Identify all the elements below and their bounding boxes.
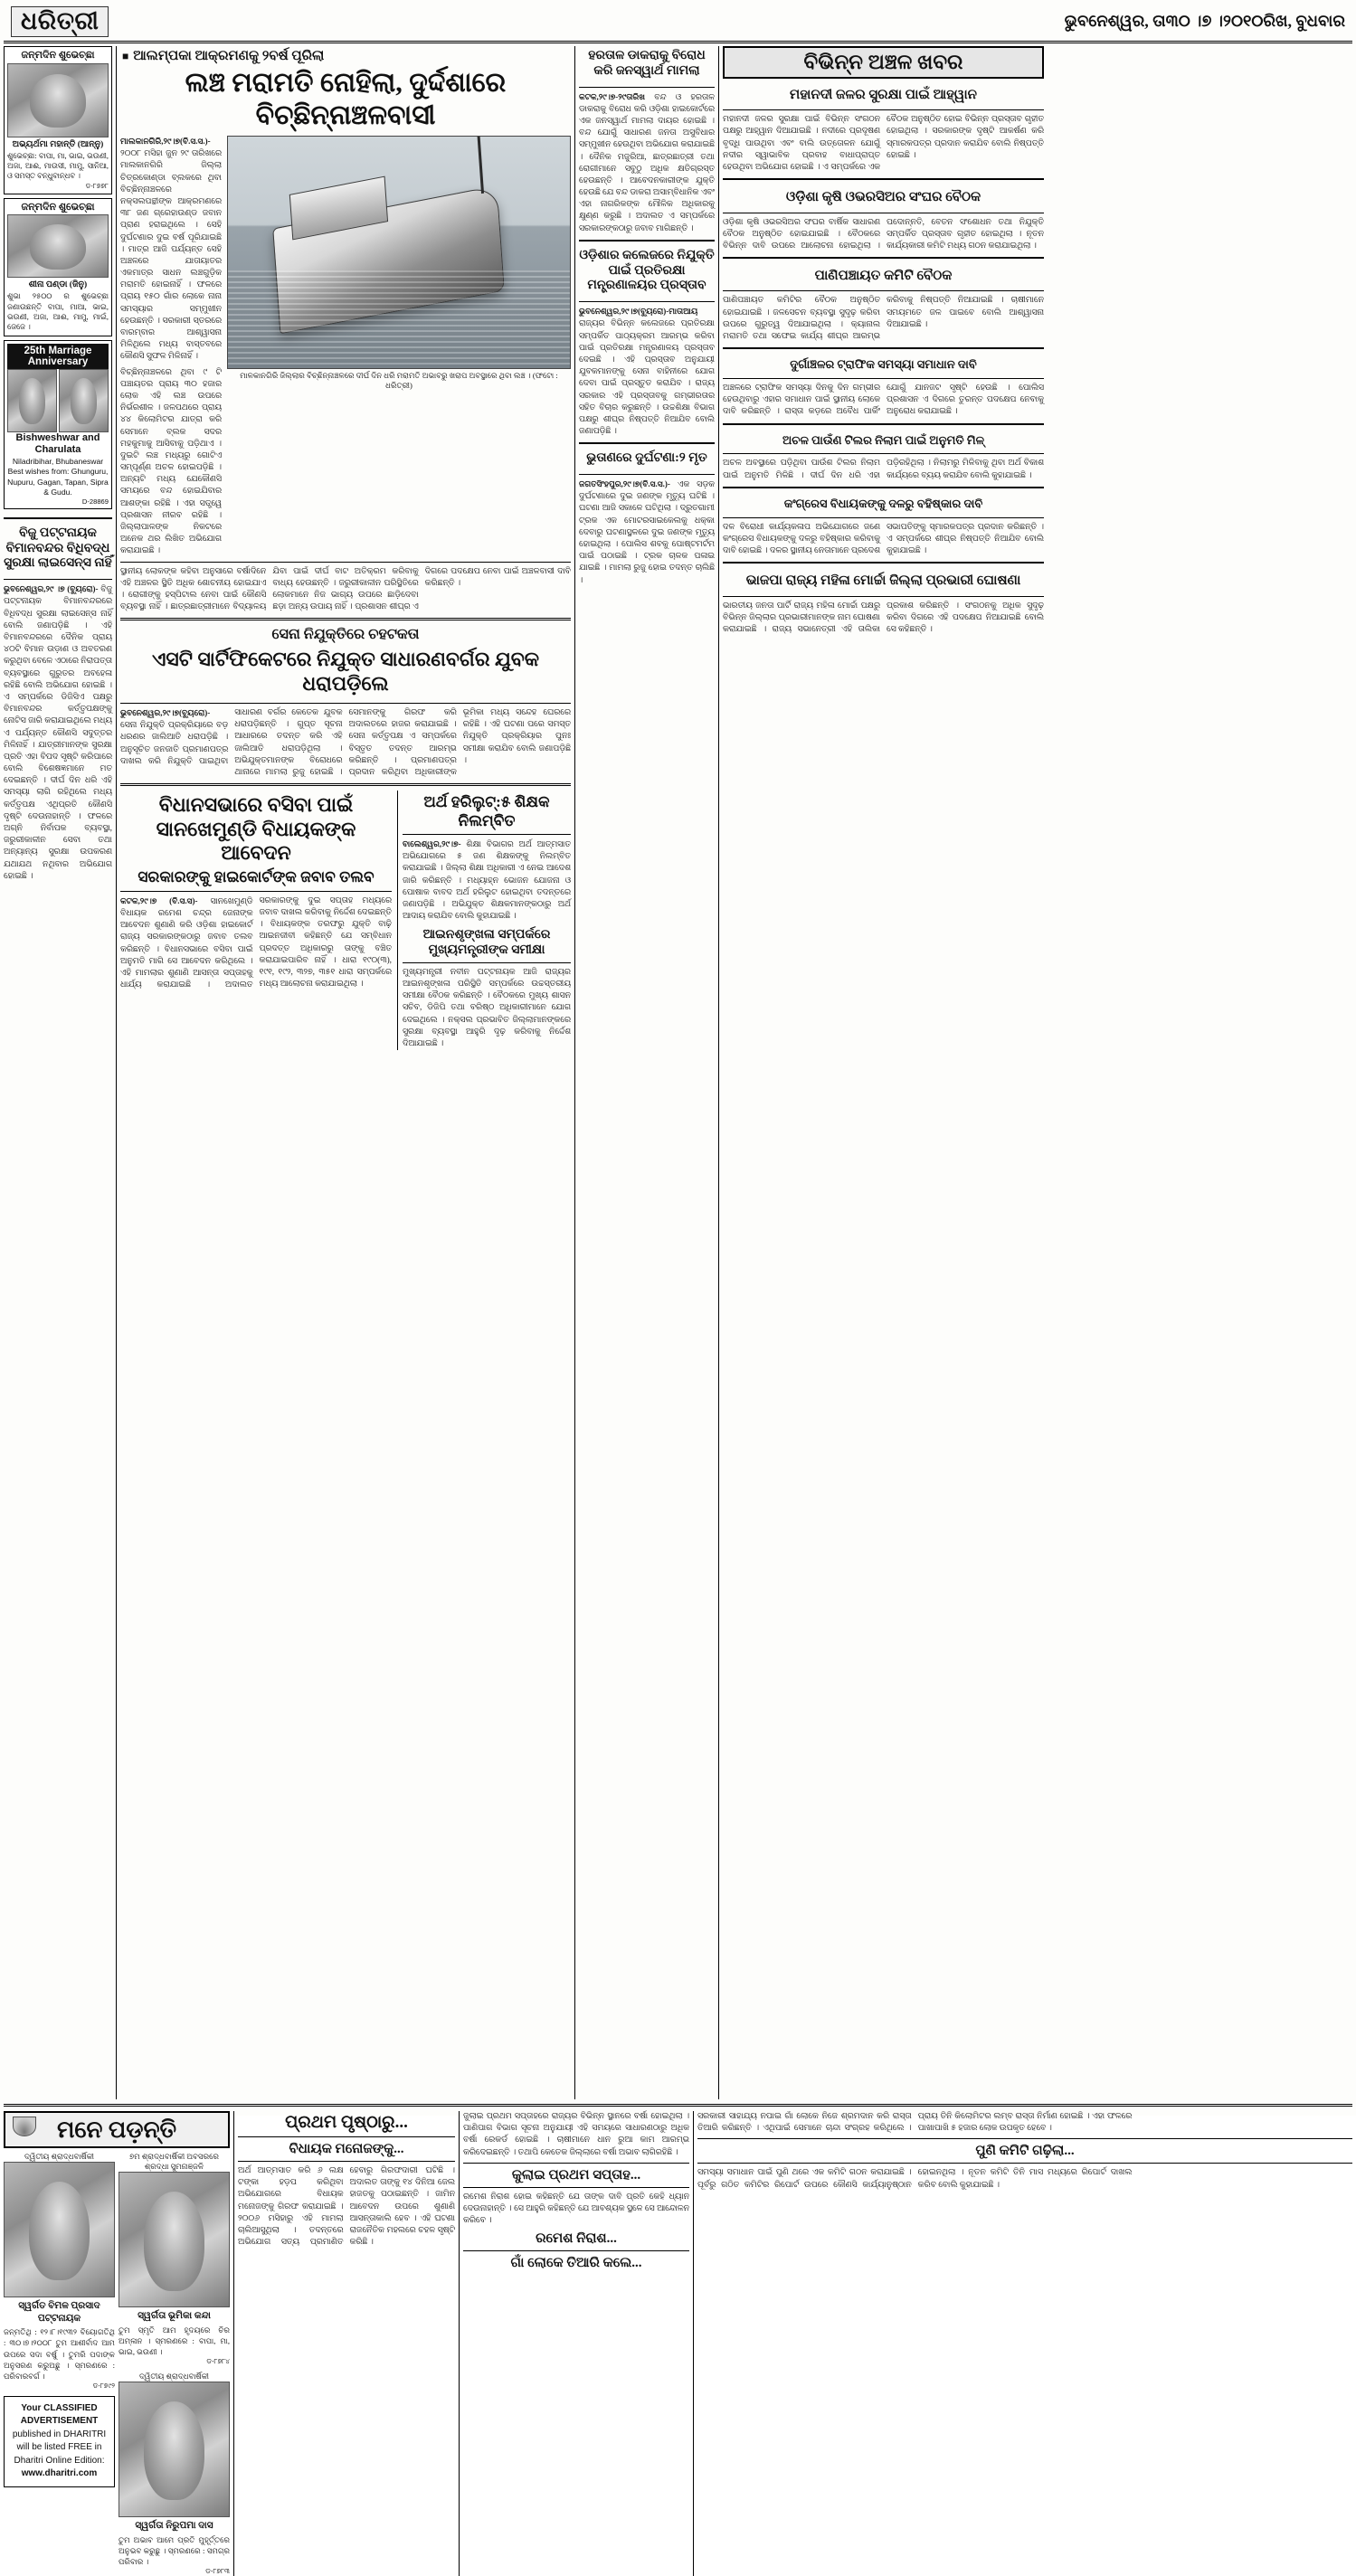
divider	[463, 2187, 689, 2188]
memorial-label-2: ୭ମ ଶ୍ରାଦ୍ଧବାର୍ଷିକୀ ଅବସରରେ ଶ୍ରଦ୍ଧା ସୁମନାଞ୍ଜଳି	[129, 2152, 219, 2172]
congress-text: ଦଳ ବିରୋଧୀ କାର୍ଯ୍ୟକଳାପ ଅଭିଯୋଗରେ ଜଣେ କଂଗ୍ରେସ ବିଧାୟକଙ୍କୁ ଦଳରୁ ବହିଷ୍କାର କରିବାକୁ ଦାବି ହୋଇଛି । ଦଳର ସ୍ଥାନୀୟ ନେତାମାନେ ପ୍ରଦେଶ ସଭାପତିଙ୍କୁ ସ୍ମାରକପତ୍ର ପ୍ରଦାନ କରିଛନ୍ତି । ଏ ସମ୍ପର୍କରେ ଶୀଘ୍ର ନିଷ୍ପତ୍ତି ନିଆଯିବ ବୋଲି କୁହାଯାଇଛି ।	[723, 522, 1044, 556]
divider	[579, 87, 715, 88]
jump-column-3	[697, 2111, 1352, 2576]
divider	[723, 453, 1044, 454]
jump-4-headline: ଗାଁ ଲୋକେ ତିଆରି କଲେ...	[510, 2256, 642, 2271]
divider	[403, 962, 571, 963]
divider	[697, 2138, 1352, 2139]
airport-story-body	[4, 583, 112, 883]
accident-dateline: ଜଗତସିଂହପୁର,୨୯।୭(ବି.ସ.ସ.)-	[579, 479, 670, 489]
defence-headline: ଓଡ଼ିଶାର କଲେଜରେ ନିଯୁକ୍ତି ପାଇଁ ପ୍ରତିରକ୍ଷା ମନ୍ତ୍ରଣାଳୟର ପ୍ରସ୍ତାବ	[579, 248, 715, 293]
memorial-photo-1	[4, 2162, 115, 2297]
lead-photo-wrap	[227, 136, 571, 558]
lead-headline: ଲଞ୍ଚ ମରାମତି ନୋହିଲା, ଦୁର୍ଦ୍ଦଶାରେ ବିଚ୍ଛିନ୍ନାଞ୍ଚଳବାସୀ	[185, 68, 507, 130]
center-column	[120, 46, 571, 2099]
auction-text: ଅଚଳ ଅବସ୍ଥାରେ ପଡ଼ିଥିବା ପାଉଁଶ ଟିଲର ନିଲାମ ପାଇଁ ଅନୁମତି ମିଳିଛି । ଦୀର୍ଘ ଦିନ ଧରି ଏହା ପଡ଼ିରହିଥିଲା । ନିଲାମରୁ ମିଳିବାକୁ ଥିବା ଅର୍ଥ ବିକାଶ କାର୍ଯ୍ୟରେ ବ୍ୟୟ କରାଯିବ ବୋଲି କୁହାଯାଇଛି ।	[723, 459, 1044, 480]
traffic-text: ଅଞ୍ଚଳରେ ଟ୍ରାଫିକ ସମସ୍ୟା ଦିନକୁ ଦିନ ଗମ୍ଭୀର ହେଉଥିବାରୁ ଏହାର ସମାଧାନ ପାଇଁ ସ୍ଥାନୀୟ ଲୋକେ ଦାବି କରିଛନ୍ତି । ରାସ୍ତା କଡ଼ରେ ଅବୈଧ ପାର୍କିଂ ଯୋଗୁଁ ଯାନଜଟ ସୃଷ୍ଟି ହେଉଛି । ପୋଲିସ ପ୍ରଶାସନ ଏ ଦିଗରେ ତୁରନ୍ତ ପଦକ୍ଷେପ ନେବାକୁ ଅନୁରୋଧ କରାଯାଇଛି ।	[723, 384, 1044, 417]
defence-text: ରାଜ୍ୟର ବିଭିନ୍ନ କଲେଜରେ ପ୍ରତିରକ୍ଷା ସମ୍ପର୍କିତ ପାଠ୍ୟକ୍ରମ ଆରମ୍ଭ କରିବା ପାଇଁ ପ୍ରତିରକ୍ଷା ମନ୍ତ୍ରଣାଳୟ ପ୍ରସ୍ତାବ ଦେଇଛି । ଏହି ପ୍ରସ୍ତାବ ଅନୁଯାୟୀ ଯୁବକମାନଙ୍କୁ ସେନା ବାହିନୀରେ ଯୋଗ ଦେବା ପାଇଁ ପ୍ରସ୍ତୁତ କରାଯିବ । ରାଜ୍ୟ ସରକାର ଏହି ପ୍ରସ୍ତାବକୁ ଗମ୍ଭୀରତାର ସହିତ ବିଚାର କରୁଛନ୍ତି । ଉଚ୍ଚଶିକ୍ଷା ବିଭାଗ ପକ୍ଷରୁ ଶୀଘ୍ର ନିଷ୍ପତ୍ତି ନିଆଯିବ ବୋଲି ଜଣାପଡ଼ିଛି ।	[579, 319, 715, 437]
page-grid	[4, 46, 1352, 2099]
divider	[723, 109, 1044, 110]
anniversary-photo-right	[59, 369, 109, 432]
congress-headline: କଂଗ୍ରେସ ବିଧାୟକଙ୍କୁ ଦଳରୁ ବହିଷ୍କାର ଦାବି	[783, 496, 983, 510]
hartal-dateline: କଟକ,୨୯।୭-୨୯ତାରିଖ	[579, 91, 645, 101]
overseer-text: ଓଡ଼ିଶା କୃଷି ଓଭରସିଅର ସଂଘର ବାର୍ଷିକ ସାଧାରଣ ବୈଠକ ଅନୁଷ୍ଠିତ ହୋଇଯାଇଛି । ବୈଠକରେ ବିଭିନ୍ନ ଦାବି ଉପରେ ଆଲୋଚନା ହୋଇଥିଲା । ପଦୋନ୍ନତି, ବେତନ ସଂଶୋଧନ ତଥା ନିଯୁକ୍ତି ସମ୍ପର୍କିତ ପ୍ରସ୍ତାବ ଗୃହୀତ ହୋଇଥିଲା । ନୂତନ କାର୍ଯ୍ୟକାରୀ କମିଟି ମଧ୍ୟ ଗଠନ କରାଯାଇଥିଲା ।	[723, 217, 1044, 251]
divider	[723, 178, 1044, 180]
lead-kicker: ■ ଆଲମ୍ପକା ଆକ୍ରମଣକୁ ୨ବର୍ଷ ପୂରିଲା	[122, 48, 571, 64]
memorial-code-2: ଡ-୮୭୮୪	[206, 2357, 230, 2366]
army-story-body	[120, 707, 571, 779]
airport-story-text: ବିଜୁ ପଟ୍ଟନାୟକ ବିମାନବନ୍ଦରରେ ବିଧିବଦ୍ଧ ସୁରକ୍ଷା ଲାଇସେନ୍ସ ନାହିଁ ବୋଲି ଜଣାପଡ଼ିଛି । ଏହି ବିମାନବନ୍ଦରରେ ଦୈନିକ ପ୍ରାୟ ୪୦ଟି ବିମାନ ଉଡ଼ାଣ ଓ ଅବତରଣ କରୁଥିବା ବେଳେ ଏଠାରେ ନିରାପତ୍ତା ବ୍ୟବସ୍ଥାରେ ଗୁରୁତର ଅବହେଳା ରହିଛି ବୋଲି ଅଭିଯୋଗ ହୋଇଛି । ଏ ସମ୍ପର୍କରେ ଡିଜିସିଏ ପକ୍ଷରୁ ବିମାନବନ୍ଦର କର୍ତ୍ତୃପକ୍ଷଙ୍କୁ ନୋଟିସ ଜାରି କରାଯାଇଥିଲେ ମଧ୍ୟ ଏ ପର୍ଯ୍ୟନ୍ତ କୌଣସି ସଦୁତ୍ତର ମିଳିନାହିଁ । ଯାତ୍ରୀମାନଙ୍କ ସୁରକ୍ଷା ପ୍ରତି ଏହା ବିପଦ ସୃଷ୍ଟି କରିପାରେ ବୋଲି ବିଶେଷଜ୍ଞମାନେ ମତ ଦେଇଛନ୍ତି । ଦୀର୍ଘ ଦିନ ଧରି ଏହି ସମସ୍ୟା ଲାଗି ରହିଥିଲେ ମଧ୍ୟ କର୍ତ୍ତୃପକ୍ଷ ଏଥିପ୍ରତି କୌଣସି ଦୃଷ୍ଟି ଦେଉନାହାନ୍ତି । ଫଳରେ ଅଗ୍ନି ନିର୍ବାପକ ବ୍ୟବସ୍ଥା, ଜରୁରୀକାଳୀନ ସେବା ତଥା ଅନ୍ୟାନ୍ୟ ସୁରକ୍ଷା ଉପକରଣ ଯଥାଯଥ ନଥିବାର ଅଭିଯୋଗ ହୋଇଛି ।	[4, 585, 113, 881]
divider	[723, 562, 1044, 564]
assembly-text: ସାନଖେମୁଣ୍ଡି ବିଧାୟକ ରମେଶ ଚନ୍ଦ୍ର ଜେନାଙ୍କ ଆବେଦନ ଶୁଣାଣି କରି ଓଡ଼ିଶା ହାଇକୋର୍ଟ ରାଜ୍ୟ ସରକାରଙ୍କଠାରୁ ଜବାବ ତଲବ କରିଛନ୍ତି । ବିଧାନସଭାରେ ବସିବା ପାଇଁ ଅନୁମତି ମାଗି ସେ ଆବେଦନ କରିଥିଲେ । ଏହି ମାମଲାର ଶୁଣାଣି ଆସନ୍ତା ସପ୍ତାହକୁ ଧାର୍ଯ୍ୟ କରାଯାଇଛି । ଅଦାଲତ ସରକାରଙ୍କୁ ଦୁଇ ସପ୍ତାହ ମଧ୍ୟରେ ଜବାବ ଦାଖଲ କରିବାକୁ ନିର୍ଦ୍ଦେଶ ଦେଇଛନ୍ତି । ବିଧାୟକଙ୍କ ତରଫରୁ ଯୁକ୍ତି ବାଢ଼ି ଆଇନଜୀବୀ କହିଛନ୍ତି ଯେ ସମ୍ବିଧାନ ପ୍ରଦତ୍ତ ଅଧିକାରରୁ ତାଙ୍କୁ ବଞ୍ଚିତ କରାଯାଇପାରିବ ନାହିଁ । ଧାରା ୧୯୦(୩), ୧୯୧, ୧୯୨, ୩୨୭, ୩୫୧ ଧାରା ସମ୍ପର୍କରେ ମଧ୍ୟ ଆଲୋଚନା କରାଯାଇଥିଲା ।	[120, 895, 392, 990]
panipanchayat-text: ପାଣିପଞ୍ଚାୟତ କମିଟିର ବୈଠକ ଅନୁଷ୍ଠିତ ହୋଇଯାଇଛି । ଜଳସେଚନ ବ୍ୟବସ୍ଥା ସୁଦୃଢ଼ କରିବା ଉପରେ ଗୁରୁତ୍ୱ ଦିଆଯାଇଥିଲା । କ୍ୟାନାଲ ମରାମତି ତଥା ସଫେଇ କାର୍ଯ୍ୟ ଶୀଘ୍ର ଆରମ୍ଭ କରିବାକୁ ନିଷ୍ପତ୍ତି ନିଆଯାଇଛି । ଚାଷୀମାନେ ସମୟମତେ ଜଳ ପାଇବେ ବୋଲି ଆଶ୍ୱାସନା ଦିଆଯାଇଛି ।	[723, 296, 1044, 341]
divider	[238, 2161, 455, 2162]
divider	[697, 2163, 1352, 2164]
classified-title: Your CLASSIFIED ADVERTISEMENT	[20, 2402, 99, 2427]
army-story-text: ସେନା ନିଯୁକ୍ତି ପ୍ରକ୍ରିୟାରେ ବଡ଼ ଧରଣର ଜାଲିଆତି ଧରାପଡ଼ିଛି । ଅନୁସୂଚିତ ଜନଜାତି ପ୍ରମାଣପତ୍ର ଦାଖଲ କରି ନିଯୁକ୍ତି ପାଇଥିବା ସାଧାରଣ ବର୍ଗର କେତେକ ଯୁବକ ଧରାପଡ଼ିଛନ୍ତି । ଗୁପ୍ତ ସୂଚନା ଆଧାରରେ ତଦନ୍ତ କରି ଏହି ଜାଲିଆତି ଧରାପଡ଼ିଥିଲା । ଅଭିଯୁକ୍ତମାନଙ୍କ ବିରୋଧରେ ଥାନାରେ ମାମଲା ରୁଜୁ ହୋଇଛି । ସେମାନଙ୍କୁ ଗିରଫ କରି ଅଦାଲତରେ ହାଜର କରାଯାଇଛି । ସେନା କର୍ତ୍ତୃପକ୍ଷ ଏ ସମ୍ପର୍କରେ ବିସ୍ତୃତ ତଦନ୍ତ ଆରମ୍ଭ କରିଛନ୍ତି । ପ୍ରମାଣପତ୍ର ପ୍ରଦାନ କରିଥିବା ଅଧିକାରୀଙ୍କ ଭୂମିକା ମଧ୍ୟ ସନ୍ଦେହ ଘେରରେ ରହିଛି । ଏହି ଘଟଣା ପରେ ସମସ୍ତ ନିଯୁକ୍ତି ପ୍ରକ୍ରିୟାର ପୁନଃ ସମୀକ୍ଷା କରାଯିବ ବୋଲି ଜଣାପଡ଼ିଛି ।	[120, 708, 571, 778]
arth-dateline: ବାଲେଶ୍ୱର,୨୯।୭-	[403, 839, 461, 848]
divider	[4, 579, 112, 580]
assembly-dateline: କଟକ,୨୯।୭ (ବି.ସ.ସ)-	[120, 895, 198, 905]
divider	[723, 517, 1044, 518]
anniversary-photos	[7, 369, 109, 432]
arth-text: ଶିକ୍ଷା ବିଭାଗର ଅର୍ଥ ଆତ୍ମସାତ ଅଭିଯୋଗରେ ୫ ଜଣ ଶିକ୍ଷକଙ୍କୁ ନିଲମ୍ବିତ କରାଯାଇଛି । ଜିଲ୍ଲା ଶିକ୍ଷା ଅଧିକାରୀ ଏ ନେଇ ଆଦେଶ ଜାରି କରିଛନ୍ତି । ମଧ୍ୟାହ୍ନ ଭୋଜନ ଯୋଜନା ଓ ପୋଷାକ ବାବଦ ଅର୍ଥ ହରିଲୁଟ ହୋଇଥିବା ତଦନ୍ତରେ ଜଣାପଡ଼ିଛି । ଅଭିଯୁକ୍ତ ଶିକ୍ଷକମାନଙ୍କଠାରୁ ଅର୍ଥ ଆଦାୟ କରାଯିବ ବୋଲି କୁହାଯାଇଛି ।	[403, 840, 571, 922]
birthday-text-1: ଶୁଭେଚ୍ଛା: ବାପା, ମା, ଭାଇ, ଭଉଣୀ, ଅଜା, ଆଈ, ମାଉସୀ, ମାମୁ, ସାନିଆ, ଓ ସମସ୍ତ ବନ୍ଧୁବାନ୍ଧବ ।	[7, 151, 109, 181]
divider	[723, 423, 1044, 425]
arth-story	[397, 791, 571, 1050]
memorial-banner	[4, 2111, 230, 2148]
divider	[238, 2136, 455, 2137]
anniversary-code: D-28869	[81, 497, 109, 506]
divider	[4, 2104, 1352, 2107]
airport-story-dateline: ଭୁବନେଶ୍ୱର,୨୯ ।୭ (ବ୍ୟୁରୋ)-	[4, 584, 99, 594]
jump-title: ପ୍ରଥମ ପୃଷ୍ଠାରୁ...	[285, 2113, 408, 2132]
regional-news-section	[723, 46, 1044, 2099]
birthday-box-2	[4, 198, 112, 336]
jump-3-headline: ରମେଶ ନିରାଶ...	[536, 2231, 617, 2247]
assembly-story	[120, 791, 392, 1050]
lead-text-1: ୨୦୦୮ ମସିହା ଜୁନ ୨୯ ତାରିଖରେ ମାଲକାନଗିରି ଜିଲ୍ଲା ଚିତ୍ରକୋଣ୍ଡା ବ୍ଲକରେ ଥିବା ବିଚ୍ଛିନ୍ନାଞ୍ଚଳରେ ନକ୍ସଲପନ୍ଥୀଙ୍କ ଆକ୍ରମଣରେ ୩୮ ଜଣ ଗ୍ରେହାଉଣ୍ଡ ଜବାନ ପ୍ରାଣ ହରାଇଥିଲେ । ସେହି ଦୁର୍ଘଟଣାର ଦୁଇ ବର୍ଷ ପୂରିଯାଇଛି । ମାତ୍ର ଆଜି ପର୍ଯ୍ୟନ୍ତ ସେହି ଅଞ୍ଚଳରେ ଯାତାୟାତର ଏକମାତ୍ର ସାଧନ ଲଞ୍ଚଗୁଡ଼ିକ ମରାମତି ହୋଇନାହିଁ । ଫଳରେ ପ୍ରାୟ ୧୫୦ ଗାଁର ଲୋକେ ନାନା ସମସ୍ୟାର ସମ୍ମୁଖୀନ ହେଉଛନ୍ତି । ସରକାରୀ ସ୍ତରରେ ବାରମ୍ବାର ଆଶ୍ୱାସନା ମିଳିଥିଲେ ମଧ୍ୟ ବାସ୍ତବରେ କୌଣସି ସୁଫଳ ମିଳିନାହିଁ ।	[120, 149, 222, 362]
memorial-name-3: ସ୍ୱର୍ଗତା ନିରୁପମା ଦାସ	[135, 2521, 213, 2532]
jump-1-headline: ବିଧାୟକ ମନୋଜଙ୍କୁ...	[289, 2142, 404, 2156]
divider	[723, 596, 1044, 597]
memorial-code-1: ଡ-୮୭୯୨	[92, 2381, 115, 2390]
lead-first-column	[120, 136, 222, 558]
panipanchayat-headline: ପାଣିପଞ୍ଚାୟତ କମିଟି ବୈଠକ	[814, 269, 953, 284]
hartal-body	[579, 91, 715, 235]
birthday-name-1: ଅଭ୍ୟର୍ଥମା ମହାନ୍ତି (ଆନ୍ନୁ)	[12, 139, 104, 149]
divider	[120, 562, 571, 563]
jump-4-text: ସରକାରୀ ସାହାଯ୍ୟ ନପାଇ ଗାଁ ଲୋକେ ନିଜେ ଶ୍ରମଦାନ କରି ରାସ୍ତା ତିଆରି କରିଛନ୍ତି । ଏଥିପାଇଁ ସେମାନେ ଚାନ୍ଦା ସଂଗ୍ରହ କରିଥିଲେ । ପ୍ରାୟ ତିନି କିଲୋମିଟର ଲମ୍ବ ରାସ୍ତା ନିର୍ମାଣ ହୋଇଛି । ଏହା ଫଳରେ ପାଖାପାଖି ୫ ହଜାର ଲୋକ ଉପକୃତ ହେବେ ।	[697, 2112, 1133, 2134]
jump-5-text: ସମସ୍ୟା ସମାଧାନ ପାଇଁ ପୁଣି ଥରେ ଏକ କମିଟି ଗଠନ କରାଯାଇଛି । ପୂର୍ବରୁ ଗଠିତ କମିଟିର ରିପୋର୍ଟ ଉପରେ କୌଣସି କାର୍ଯ୍ୟାନୁଷ୍ଠାନ ହୋଇନଥିଲା । ନୂତନ କମିଟି ତିନି ମାସ ମଧ୍ୟରେ ରିପୋର୍ଟ ଦାଖଲ କରିବ ବୋଲି କୁହାଯାଇଛି ।	[697, 2168, 1133, 2190]
divider	[723, 290, 1044, 291]
memorial-note-1: ଜନ୍ମତିଥି : ୧୨।୮।୧୯୩୨ ବିୟୋଗତିଥି : ୩୦।୭।୨୦୦୮ ତୁମ ଆଶୀର୍ବାଦ ଆମ ଉପରେ ସଦା ବର୍ଷୁ । ତୁମରି ପଦାଙ୍କ ଅନୁସରଣ କରୁଅଛୁ । ସ୍ମରଣରେ : ପରିବାରବର୍ଗ ।	[4, 2327, 115, 2381]
army-story-kicker: ସେନା ନିଯୁକ୍ତିରେ ଚହଟକତା	[271, 627, 420, 643]
divider	[403, 834, 571, 835]
anniversary-photo-left	[7, 369, 57, 432]
jump-column-1	[238, 2111, 455, 2576]
divider	[579, 240, 715, 242]
memorial-label-3: ଦ୍ୱିତୀୟ ଶ୍ରାଦ୍ଧବାର୍ଷିକୀ	[139, 2372, 209, 2382]
lead-text-2: ବିଚ୍ଛିନ୍ନାଞ୍ଚଳରେ ଥିବା ୯ ଟି ପଞ୍ଚାୟତର ପ୍ରାୟ ୩୦ ହଜାର ଲୋକ ଏହି ଲଞ୍ଚ ଉପରେ ନିର୍ଭରଶୀଳ । ଜଳପଥରେ ପ୍ରାୟ ୪୪ କିଲୋମିଟର ଯାତ୍ରା କରି ସେମାନେ ବ୍ଲକ ସଦର ମହକୁମାକୁ ଆସିବାକୁ ପଡ଼ିଥାଏ । ଦୁଇଟି ଲଞ୍ଚ ମଧ୍ୟରୁ ଗୋଟିଏ ସମ୍ପୂର୍ଣ୍ଣ ଅଚଳ ହୋଇପଡ଼ିଛି । ଅନ୍ୟଟି ମଧ୍ୟ ଯେକୌଣସି ସମୟରେ ବନ୍ଦ ହୋଇଯିବାର ଆଶଙ୍କା ରହିଛି । ଏହା ସତ୍ତ୍ୱେ ପ୍ରଶାସନ ନୀରବ ରହିଛି । ଜିଲ୍ଲାପାଳଙ୍କ ନିକଟରେ ଅନେକ ଥର ଲିଖିତ ଅଭିଯୋଗ କରାଯାଇଛି ।	[120, 367, 222, 556]
newspaper-logo: ଧରିତ୍ରୀ	[11, 6, 109, 37]
lead-text-3: ସ୍ଥାନୀୟ ଲୋକଙ୍କ କହିବା ଅନୁସାରେ ବର୍ଷାଦିନେ ଏହି ଅଞ୍ଚଳର ସ୍ଥିତି ଅଧିକ ଶୋଚନୀୟ ହୋଇଯାଏ । ରୋଗୀଙ୍କୁ ହସ୍ପିଟାଲ ନେବା ପାଇଁ କୌଣସି ବ୍ୟବସ୍ଥା ନାହିଁ । ଛାତ୍ରଛାତ୍ରୀମାନେ ବିଦ୍ୟାଳୟ ଯିବା ପାଇଁ ଦୀର୍ଘ ବାଟ ଅତିକ୍ରମ କରିବାକୁ ବାଧ୍ୟ ହେଉଛନ୍ତି । ଜରୁରୀକାଳୀନ ପରିସ୍ଥିତିରେ ଲୋକମାନେ ନିଜ ଭାଗ୍ୟ ଉପରେ ଛାଡ଼ିଦେବା ଛଡ଼ା ଅନ୍ୟ ଉପାୟ ନାହିଁ । ପ୍ରଶାସନ ଶୀଘ୍ର ଏ ଦିଗରେ ପଦକ୍ଷେପ ନେବା ପାଇଁ ଅଞ୍ଚଳବାସୀ ଦାବି କରିଛନ୍ତି ।	[120, 566, 571, 612]
classified-text: published in DHARITRI will be listed FREE in Dharitri Online Edition:	[12, 2429, 107, 2466]
memorial-item-2	[119, 2152, 230, 2576]
divider	[723, 257, 1044, 259]
jump-1-text: ଅର୍ଥ ଆତ୍ମସାତ କରି ୬ ଲକ୍ଷ ଟଙ୍କା ହଡ଼ପ କରିଥିବା ଅଭିଯୋଗରେ ବିଧାୟକ ମନୋଜଙ୍କୁ ଗିରଫ କରାଯାଇଛି । ୨୦୦୬ ମସିହାରୁ ଏହି ମାମଲା ଚାଲିଆସୁଥିଲା । ତଦନ୍ତରେ ଅଭିଯୋଗ ସତ୍ୟ ପ୍ରମାଣିତ ହେବାରୁ ଗିରଫଦାରୀ ଘଟିଛି । ଅଦାଲତ ତାଙ୍କୁ ୧୪ ଦିନିଆ ଜେଲ ହାଜତକୁ ପଠାଇଛନ୍ତି । ଜାମିନ ଆବେଦନ ଉପରେ ଶୁଣାଣି ଆସନ୍ତାକାଲି ହେବ । ଏହି ଘଟଣା ରାଜନୈତିକ ମହଲରେ ଚହଳ ସୃଷ୍ଟି କରିଛି ।	[238, 2166, 455, 2248]
classified-url[interactable]: www.dharitri.com	[21, 2468, 98, 2479]
column-four	[579, 46, 715, 2099]
masthead-dateline: ଭୁବନେଶ୍ୱର, ତା୩୦ ।୭ ।୨୦୧୦ରିଖ, ବୁଧବାର	[1064, 12, 1345, 30]
divider	[4, 517, 112, 519]
memorial-photo-2	[119, 2172, 230, 2307]
assembly-headline: ବିଧାନସଭାରେ ବସିବା ପାଇଁ ସାନଖେମୁଣ୍ଡି ବିଧାୟକଙ୍କ ଆବେଦନ	[156, 793, 356, 864]
accident-text: ଏକ ସଡ଼କ ଦୁର୍ଘଟଣାରେ ଦୁଇ ଜଣଙ୍କ ମୃତ୍ୟୁ ଘଟିଛି । ଘଟଣା ଆଜି ସକାଳେ ଘଟିଥିଲା । ଦ୍ରୁତଗାମୀ ଟ୍ରକ ଏକ ମୋଟରସାଇକେଲକୁ ଧକ୍କା ଦେବାରୁ ଘଟଣାସ୍ଥଳରେ ଦୁଇ ଜଣଙ୍କ ମୃତ୍ୟୁ ହୋଇଥିଲା । ପୋଲିସ ଶବକୁ ପୋଷ୍ଟମର୍ଟମ ପାଇଁ ପଠାଇଛି । ଟ୍ରକ ଚାଳକ ପଳାଇ ଯାଇଛି । ମାମଲା ରୁଜୁ ହୋଇ ତଦନ୍ତ ଚାଲିଛି ।	[579, 480, 715, 585]
jump-5-headline: ପୁଣି କମିଟି ଗଢ଼ିଲା...	[975, 2144, 1075, 2159]
auction-headline: ଅଚଳ ପାଉଁଣ ଟିଲର ନିଲାମ ପାଇଁ ଅନୁମତି ମିଳ୍	[782, 432, 984, 447]
birthday-code-1: ଡ-୮୭୭୮	[85, 181, 109, 190]
lamp-icon	[13, 2117, 36, 2136]
birthday-box-1	[4, 46, 112, 194]
arth-body	[403, 838, 571, 923]
jump-3-text: ରମେଶ ନିରାଶ ହୋଇ କହିଛନ୍ତି ଯେ ତାଙ୍କ ଦାବି ପ୍ରତି କେହି ଧ୍ୟାନ ଦେଉନାହାନ୍ତି । ସେ ଆହୁରି କହିଛନ୍ତି ଯେ ଆବଶ୍ୟକ ସ୍ଥଳେ ସେ ଆନ୍ଦୋଳନ କରିବେ ।	[463, 2192, 689, 2226]
anniversary-names: Bishweshwar and Charulata	[15, 431, 100, 456]
overseer-headline: ଓଡ଼ିଶା କୃଷି ଓଭରସିଅର ସଂଘର ବୈଠକ	[785, 190, 981, 205]
mahanadi-text: ମହାନଦୀ ଜଳର ସୁରକ୍ଷା ପାଇଁ ବିଭିନ୍ନ ସଂଗଠନ ପକ୍ଷରୁ ଆହ୍ୱାନ ଦିଆଯାଇଛି । ନଦୀରେ ପ୍ରଦୂଷଣ ବୃଦ୍ଧି ପାଉଥିବା ଏବଂ ବାଲି ଉତ୍ତୋଳନ ଯୋଗୁଁ ନଦୀର ସ୍ୱାଭାବିକ ପ୍ରବାହ ବାଧାପ୍ରାପ୍ତ ହେଉଥିବା ଅଭିଯୋଗ ହୋଇଛି । ଏ ସମ୍ପର୍କରେ ଏକ ବୈଠକ ଅନୁଷ୍ଠିତ ହୋଇ ବିଭିନ୍ନ ପ୍ରସ୍ତାବ ଗୃହୀତ ହୋଇଥିଲା । ସରକାରଙ୍କ ଦୃଷ୍ଟି ଆକର୍ଷଣ କରି ସ୍ମାରକପତ୍ର ପ୍ରଦାନ କରାଯିବ ବୋଲି ନିଷ୍ପତ୍ତି ହୋଇଛି ।	[723, 115, 1044, 173]
arth-headline: ଅର୍ଥ ହରିଲୁଟ୍‌:୫ ଶିକ୍ଷକ ନିଲମ୍ବିତ	[423, 793, 550, 829]
cm-review-headline: ଆଇନଶୃଙ୍ଖଳା ସମ୍ପର୍କରେ ମୁଖ୍ୟମନ୍ତ୍ରୀଙ୍କ ସମୀକ୍ଷା	[422, 928, 551, 958]
jump-2-lead: ଜୁଲାଇ ପ୍ରଥମ ସପ୍ତାହରେ ରାଜ୍ୟର ବିଭିନ୍ନ ସ୍ଥାନରେ ବର୍ଷା ହୋଇଥିଲା । ପାଣିପାଗ ବିଭାଗ ସୂଚନା ଅନୁଯାୟୀ ଏହି ସମୟରେ ସାଧାରଣଠାରୁ ଅଧିକ ବର୍ଷା ରେକର୍ଡ ହୋଇଛି । ଚାଷୀମାନେ ଧାନ ରୁଆ କାମ ଆରମ୍ଭ କରିଦେଇଛନ୍ତି । ତଥାପି କେତେକ ଜିଲ୍ଲାରେ ବର୍ଷା ଅଭାବ ଲାଗିରହିଛି ।	[463, 2112, 689, 2157]
assembly-body	[120, 895, 392, 992]
hartal-headline: ହରତାଳ ଡାକରାକୁ ବିରୋଧ କରି ଜନସ୍ୱାର୍ଥ ମାମଲା	[588, 49, 706, 78]
divider	[723, 378, 1044, 379]
masthead	[4, 4, 1352, 43]
divider	[120, 618, 571, 620]
memorial-photo-3	[119, 2382, 230, 2517]
traffic-headline: ଦୁର୍ଗାଞ୍ଚଳର ଟ୍ରାଫିକ ସମସ୍ୟା ସମାଧାନ ଦାବି	[790, 357, 977, 372]
memorial-note-3: ତୁମ ଅଭାବ ଆମେ ପ୍ରତି ମୁହୂର୍ତ୍ତରେ ଅନୁଭବ କରୁଛୁ । ସ୍ମରଣରେ : ସମଗ୍ର ପରିବାର ।	[119, 2534, 230, 2566]
memorial-banner-label: ମନେ ପଡ଼ନ୍ତି	[56, 2117, 177, 2143]
birthday-photo-2	[7, 214, 109, 278]
bjp-headline: ଭାଜପା ରାଜ୍ୟ ମହିଳା ମୋର୍ଚ୍ଚା ଜିଲ୍ଲା ପ୍ରଭାରୀ ଘୋଷଣା	[745, 573, 1021, 589]
army-story-headline: ଏସଟି ସାର୍ଟିଫିକେଟରେ ନିଯୁକ୍ତ ସାଧାରଣବର୍ଗର ଯୁବକ ଧରାପଡ଼ିଲେ	[151, 648, 540, 695]
birthday-label-2: ଜନ୍ମଦିନ ଶୁଭେଚ୍ଛା	[21, 201, 95, 213]
bottom-band	[4, 2111, 1352, 2576]
section-title: ବିଭିନ୍ନ ଅଞ୍ଚଳ ଖବର	[723, 46, 1044, 79]
anniversary-banner: 25th Marriage Anniversary	[7, 344, 109, 369]
divider	[579, 474, 715, 475]
memorial-name-1: ସ୍ୱର୍ଗତ ବିମଳ ପ୍ରସାଦ ପଟ୍ଟନାୟକ	[18, 2301, 100, 2324]
anniversary-ad	[4, 340, 112, 509]
divider	[463, 2163, 689, 2164]
cm-review-text: ମୁଖ୍ୟମନ୍ତ୍ରୀ ନବୀନ ପଟ୍ଟନାୟକ ଆଜି ରାଜ୍ୟର ଆଇନଶୃଙ୍ଖଳା ପରିସ୍ଥିତି ସମ୍ପର୍କରେ ଉଚ୍ଚସ୍ତରୀୟ ସମୀକ୍ଷା ବୈଠକ କରିଛନ୍ତି । ବୈଠକରେ ମୁଖ୍ୟ ଶାସନ ସଚିବ, ଡିଜିପି ତଥା ବରିଷ୍ଠ ଅଧିକାରୀମାନେ ଯୋଗ ଦେଇଥିଲେ । ନକ୍ସଲ ପ୍ରଭାବିତ ଜିଲ୍ଲାମାନଙ୍କରେ ସୁରକ୍ଷା ବ୍ୟବସ୍ଥା ଆହୁରି ଦୃଢ଼ କରିବାକୁ ନିର୍ଦ୍ଦେଶ ଦିଆଯାଇଛି ।	[403, 967, 571, 1049]
lead-photo	[227, 136, 571, 369]
divider	[723, 487, 1044, 488]
birthday-name-2: ଶୀନା ପଣ୍ଡା (ଜିନୁ)	[28, 280, 88, 290]
bjp-text: ଭାରତୀୟ ଜନତା ପାର୍ଟି ରାଜ୍ୟ ମହିଳା ମୋର୍ଚ୍ଚା ପକ୍ଷରୁ ବିଭିନ୍ନ ଜିଲ୍ଲାର ପ୍ରଭାରୀମାନଙ୍କ ନାମ ଘୋଷଣା କରାଯାଇଛି । ରାଜ୍ୟ ସଭାନେତ୍ରୀ ଏହି ତାଲିକା ପ୍ରକାଶ କରିଛନ୍ତି । ସଂଗଠନକୁ ଅଧିକ ସୁଦୃଢ଼ କରିବା ଦିଗରେ ଏହି ପଦକ୍ଷେପ ନିଆଯାଇଛି ବୋଲି ସେ କହିଛନ୍ତି ।	[723, 601, 1044, 634]
lead-dateline: ମାଲକାନଗିରି,୨୯।୭(ବି.ସ.ସ.)-	[120, 137, 211, 146]
memorial-block	[4, 2111, 230, 2576]
lead-intro	[120, 136, 222, 364]
left-rail	[4, 46, 112, 2099]
jump-2-headline: କୁଲାଇ ପ୍ରଥମ ସପ୍ତାହ...	[511, 2167, 641, 2183]
mahanadi-headline: ମହାନଦୀ ଜଳର ସୁରକ୍ଷା ପାଇଁ ଆହ୍ୱାନ	[789, 88, 978, 102]
lead-photo-caption: ମାଳକାନଗିରି ଜିଲ୍ଲାର ବିଚ୍ଛିନ୍ନାଞ୍ଚଳରେ ଦୀର୍ଘ ଦିନ ଧରି ମରାମତି ଅଭାବରୁ ଖରାପ ଅବସ୍ଥାରେ ଥିବା ଲଞ୍ଚ । (ଫଟୋ : ଧରିତ୍ରୀ)	[240, 371, 558, 391]
divider	[120, 891, 392, 892]
accident-body	[579, 478, 715, 587]
anniversary-wishes: Niladribihar, Bhubaneswar Best wishes from: Ghunguru, Nupuru, Gagan, Tapan, Sipra & Gudu.	[7, 457, 109, 497]
defence-dateline: ଭୁବନେଶ୍ୱର,୨୯।୭(ବ୍ୟୁରୋ)-ମାତାଆୟ	[579, 307, 698, 317]
divider	[463, 2250, 689, 2251]
classified-ad-box[interactable]	[4, 2396, 115, 2487]
memorial-note-2: ତୁମ ସ୍ମୃତି ଆମ ହୃଦୟରେ ଚିର ଅମ୍ଳାନ । ସ୍ମରଣରେ : ବାପା, ମା, ଭାଇ, ଭଉଣୀ ।	[119, 2325, 230, 2357]
birthday-photo-1	[7, 63, 109, 137]
birthday-label-1: ଜନ୍ମଦିନ ଶୁଭେଚ୍ଛା	[21, 50, 95, 61]
assembly-subheadline: ସରକାରଙ୍କୁ ହାଇକୋର୍ଟଙ୍କ ଜବାବ ତଲବ	[137, 868, 375, 886]
divider	[120, 703, 571, 704]
hartal-text: ବନ୍ଦ ଓ ହରତାଳ ଡାକରାକୁ ବିରୋଧ କରି ଓଡ଼ିଶା ହାଇକୋର୍ଟରେ ଏକ ଜନସ୍ୱାର୍ଥ ମାମଲା ଦାୟର ହୋଇଛି । ବନ୍ଦ ଯୋଗୁଁ ସାଧାରଣ ଜନତା ଅସୁବିଧାର ସମ୍ମୁଖୀନ ହେଉଥିବା ଅଭିଯୋଗ କରାଯାଇଛି । ଦୈନିକ ମଜୁରିଆ, ଛାତ୍ରଛାତ୍ରୀ ତଥା ରୋଗୀମାନେ ସବୁଠୁ ଅଧିକ କ୍ଷତିଗ୍ରସ୍ତ ହେଉଛନ୍ତି । ଆବେଦନକାରୀଙ୍କ ଯୁକ୍ତି ହେଉଛି ଯେ ବନ୍ଦ ଡାକରା ଅସାମ୍ବିଧାନିକ ଏବଂ ଏହା ନାଗରିକଙ୍କ ମୌଳିକ ଅଧିକାରକୁ କ୍ଷୁଣ୍ଣ କରୁଛି । ଅଦାଲତ ଏ ସମ୍ପର୍କରେ ସରକାରଙ୍କଠାରୁ ଜବାବ ମାଗିଛନ୍ତି ।	[579, 92, 715, 233]
divider	[723, 347, 1044, 349]
airport-story-headline: ବିଜୁ ପଟ୍ଟନାୟକ ବିମାନବନ୍ଦର ବିଧିବଦ୍ଧ ସୁରକ୍ଷା ଲାଇସେନ୍ସ ନାହିଁ	[4, 526, 112, 571]
water-shape	[228, 270, 570, 368]
memorial-code-3: ଡ-୮୭୮୩	[205, 2566, 230, 2575]
memorial-item-1	[4, 2152, 115, 2576]
army-story-dateline: ଭୁବନେଶ୍ୱର,୨୯।୭(ବ୍ୟୁରୋ)-	[120, 708, 211, 718]
memorial-label-1: ଦ୍ୱିତୀୟ ଶ୍ରାଦ୍ଧବାର୍ଷିକୀ	[24, 2152, 94, 2161]
memorial-name-2: ସ୍ୱର୍ଗତା ଭୂମିକା କନ୍ଦା	[137, 2311, 211, 2322]
divider	[579, 442, 715, 444]
accident-headline: ଭୁତାଣରେ ଦୁର୍ଘଟଣା:୨ ମୃତ	[586, 451, 707, 466]
divider	[579, 301, 715, 302]
jump-column-2	[463, 2111, 689, 2576]
divider	[120, 783, 571, 786]
defence-body	[579, 306, 715, 438]
birthday-text-2: ଶୁଭା ୨୫୦୦ ର ଶୁଭେଚ୍ଛା ଜଣାଉଛନ୍ତି ବାପା, ମାଆ, ଭାଇ, ଭଉଣୀ, ଅଜା, ଆଈ, ମାମୁ, ମାଇଁ, ଜେଜେ ।	[7, 292, 109, 332]
